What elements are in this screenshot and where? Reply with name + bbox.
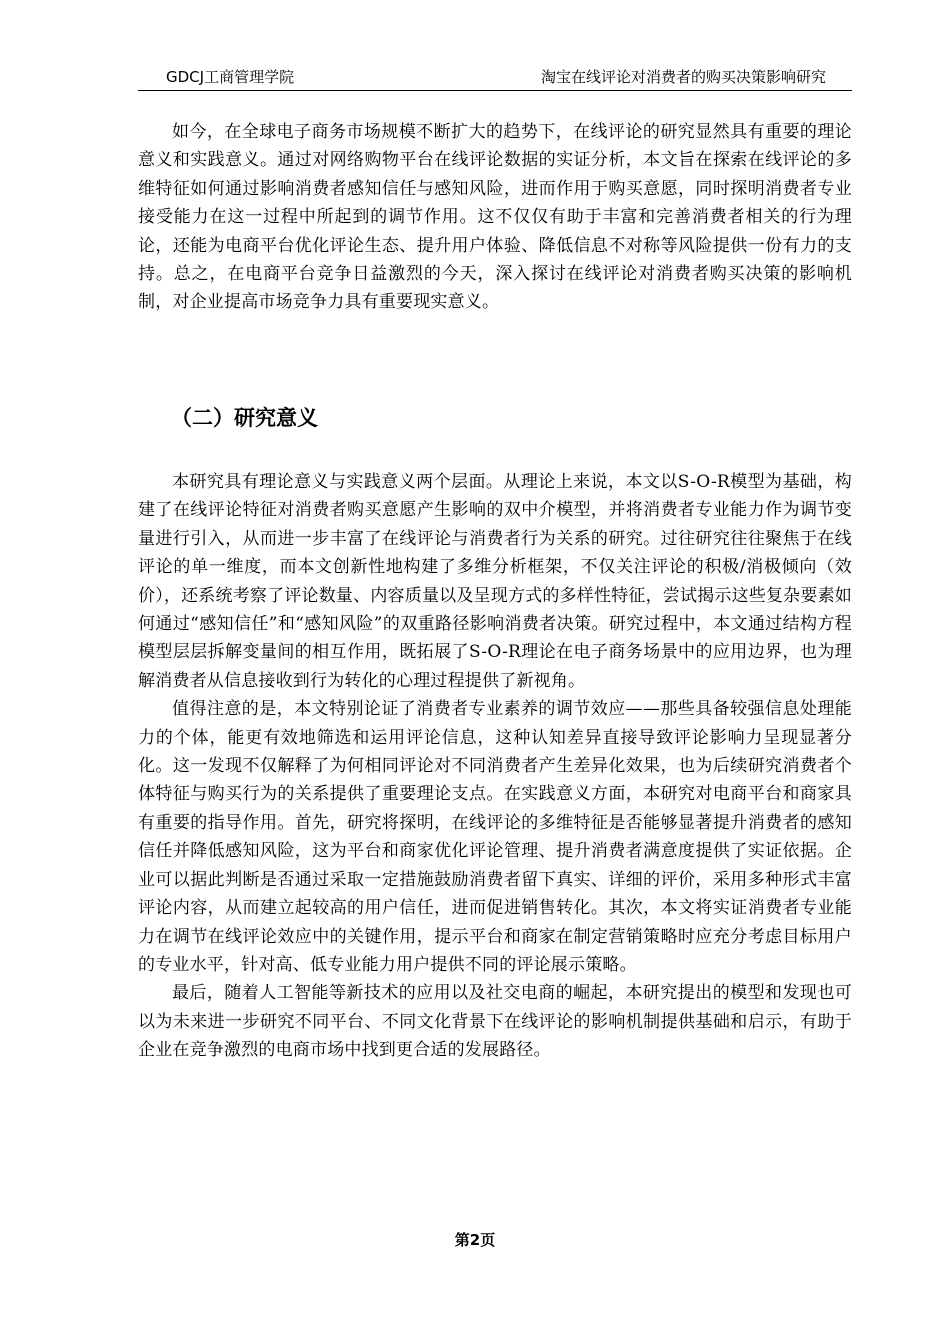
section-paragraph-conclusion: 最后，随着人工智能等新技术的应用以及社交电商的崛起，本研究提出的模型和发现也可以为未来进一步研究不同平台、不同文化背景下在线评论的影响机制提供基础和启示，有助于企业在竞争激烈的电商市场中找到更合适的发展路径。: [138, 983, 852, 1061]
header-thesis-title: 淘宝在线评论对消费者的购买决策影响研究: [540, 68, 826, 86]
header-institution: GDCJ工商管理学院: [166, 68, 295, 86]
section-heading: （二）研究意义: [171, 406, 318, 430]
section-paragraph-practice: 值得注意的是，本文特别论证了消费者专业素养的调节效应——那些具备较强信息处理能力的个体，能更有效地筛选和运用评论信息，这种认知差异直接导致评论影响力呈现显著分化。这一发现不仅解释了为何相同评论对不同消费者产生差异化效果，也为后续研究消费者个体特征与购买行为的关系提供了重要理论支点。在实践意义方面，本研究对电商平台和商家具有重要的指导作用。首先，研究将探明，在线评论的多维特征是否能够显著提升消费者的感知信任并降低感知风险，这为平台和商家优化评论管理、提升消费者满意度提供了实证依据。企业可以据此判断是否通过采取一定措施鼓励消费者留下真实、详细的评价，采用多种形式丰富评论内容，从而建立起较高的用户信任，进而促进销售转化。其次，本文将实证消费者专业能力在调节在线评论效应中的关键作用，提示平台和商家在制定营销策略时应充分考虑目标用户的专业水平，针对高、低专业能力用户提供不同的评论展示策略。: [138, 699, 852, 975]
page-number: 第2页: [454, 1231, 496, 1249]
intro-paragraph: 如今，在全球电子商务市场规模不断扩大的趋势下，在线评论的研究显然具有重要的理论意义和实践意义。通过对网络购物平台在线评论数据的实证分析，本文旨在探索在线评论的多维特征如何通过影响消费者感知信任与感知风险，进而作用于购买意愿，同时探明消费者专业接受能力在这一过程中所起到的调节作用。这不仅仅有助于丰富和完善消费者相关的行为理论，还能为电商平台优化评论生态、提升用户体验、降低信息不对称等风险提供一份有力的支持。总之，在电商平台竞争日益激烈的今天，深入探讨在线评论对消费者购买决策的影响机制，对企业提高市场竞争力具有重要现实意义。: [138, 122, 852, 313]
page-header: [138, 64, 852, 91]
section-body: [138, 468, 852, 1065]
section-paragraph-theory: 本研究具有理论意义与实践意义两个层面。从理论上来说，本文以S-O-R模型为基础，构建了在线评论特征对消费者购买意愿产生影响的双中介模型，并将消费者专业能力作为调节变量进行引入，从而进一步丰富了在线评论与消费者行为关系的研究。过往研究往往聚焦于在线评论的单一维度，而本文创新性地构建了多维分析框架，不仅关注评论的积极/消极倾向（效价），还系统考察了评论数量、内容质量以及呈现方式的多样性特征，尝试揭示这些复杂要素如何通过“感知信任”和“感知风险”的双重路径影响消费者决策。研究过程中，本文通过结构方程模型层层拆解变量间的相互作用，既拓展了S-O-R理论在电子商务场景中的应用边界，也为理解消费者从信息接收到行为转化的心理过程提供了新视角。: [138, 472, 852, 691]
